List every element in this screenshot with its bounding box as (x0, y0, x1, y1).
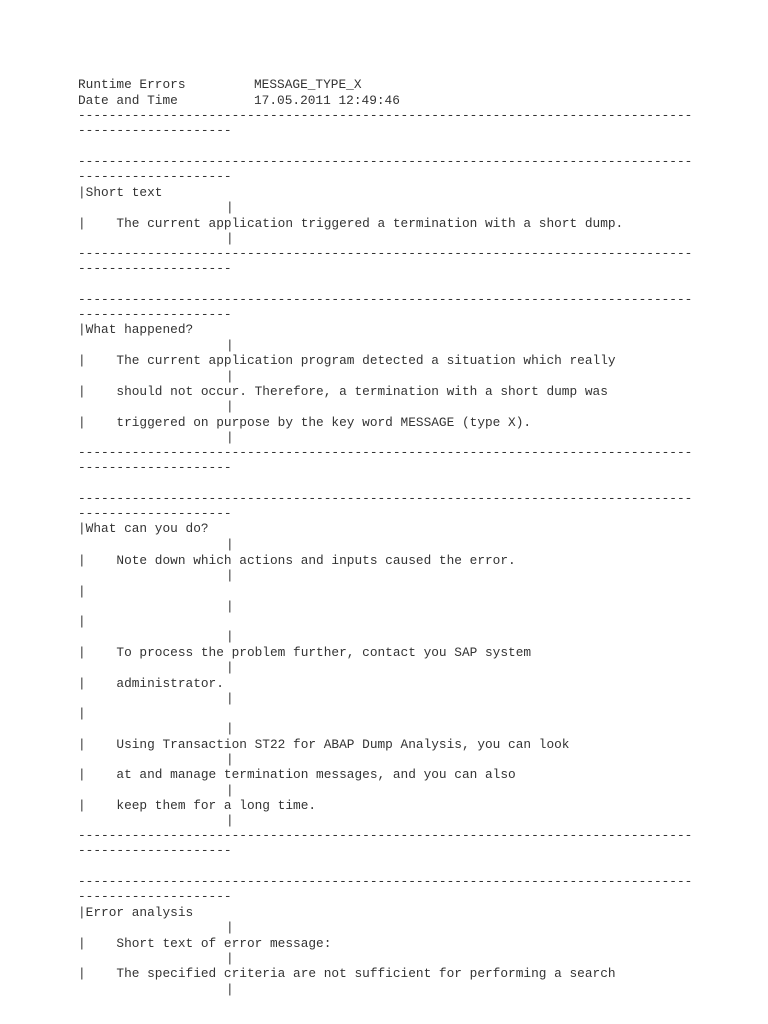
what-can-you-do-line: | keep them for a long time. (78, 798, 317, 813)
error-analysis-line: | Short text of error message: (78, 936, 332, 951)
separator-rule: -------------------- (78, 261, 232, 276)
what-can-you-do-line: | (78, 584, 86, 599)
what-can-you-do-line: | Note down which actions and inputs caused the error. (78, 553, 516, 568)
separator-rule: -------------------- (78, 506, 232, 521)
separator-rule: -------------------------------------------------------------------------------- (78, 154, 693, 169)
column-pipe: | (226, 338, 234, 353)
column-pipe: | (226, 568, 234, 583)
separator-rule: -------------------- (78, 843, 232, 858)
column-pipe: | (226, 430, 234, 445)
what-happened-line: | The current application program detected a situation which really (78, 353, 616, 368)
date-time-value: 17.05.2011 12:49:46 (254, 93, 400, 108)
section-heading-error-analysis: |Error analysis (78, 905, 194, 920)
short-text-line: | The current application triggered a termination with a short dump. (78, 216, 624, 231)
what-happened-line: | should not occur. Therefore, a termination with a short dump was (78, 384, 608, 399)
column-pipe: | (226, 599, 234, 614)
separator-rule: -------------------------------------------------------------------------------- (78, 445, 693, 460)
column-pipe: | (226, 691, 234, 706)
column-pipe: | (226, 721, 234, 736)
runtime-errors-label: Runtime Errors (78, 77, 186, 92)
what-can-you-do-line: | (78, 706, 86, 721)
separator-rule: -------------------------------------------------------------------------------- (78, 491, 693, 506)
separator-rule: -------------------- (78, 169, 232, 184)
column-pipe: | (226, 752, 234, 767)
what-can-you-do-line: | (78, 614, 86, 629)
column-pipe: | (226, 783, 234, 798)
date-time-label: Date and Time (78, 93, 178, 108)
separator-rule: -------------------------------------------------------------------------------- (78, 828, 693, 843)
runtime-errors-value: MESSAGE_TYPE_X (254, 77, 362, 92)
column-pipe: | (226, 399, 234, 414)
column-pipe: | (226, 660, 234, 675)
column-pipe: | (226, 920, 234, 935)
section-heading-what-can-you-do: |What can you do? (78, 521, 209, 536)
column-pipe: | (226, 369, 234, 384)
separator-rule: -------------------- (78, 889, 232, 904)
separator-rule: -------------------- (78, 123, 232, 138)
what-can-you-do-line: | Using Transaction ST22 for ABAP Dump Analysis, you can look (78, 737, 570, 752)
column-pipe: | (226, 231, 234, 246)
section-heading-what-happened: |What happened? (78, 322, 194, 337)
separator-rule: -------------------------------------------------------------------------------- (78, 246, 693, 261)
column-pipe: | (226, 813, 234, 828)
separator-rule: -------------------- (78, 460, 232, 475)
column-pipe: | (226, 951, 234, 966)
what-can-you-do-line: | To process the problem further, contact you SAP system (78, 645, 532, 660)
what-can-you-do-line: | administrator. (78, 676, 224, 691)
column-pipe: | (226, 629, 234, 644)
column-pipe: | (226, 982, 234, 997)
column-pipe: | (226, 200, 234, 215)
what-can-you-do-line: | at and manage termination messages, and you can also (78, 767, 516, 782)
separator-rule: -------------------------------------------------------------------------------- (78, 108, 693, 123)
what-happened-line: | triggered on purpose by the key word MESSAGE (type X). (78, 415, 532, 430)
separator-rule: -------------------------------------------------------------------------------- (78, 292, 693, 307)
separator-rule: -------------------- (78, 307, 232, 322)
section-heading-short-text: |Short text (78, 185, 163, 200)
column-pipe: | (226, 537, 234, 552)
error-analysis-line: | The specified criteria are not sufficient for performing a search (78, 966, 616, 981)
separator-rule: -------------------------------------------------------------------------------- (78, 874, 693, 889)
